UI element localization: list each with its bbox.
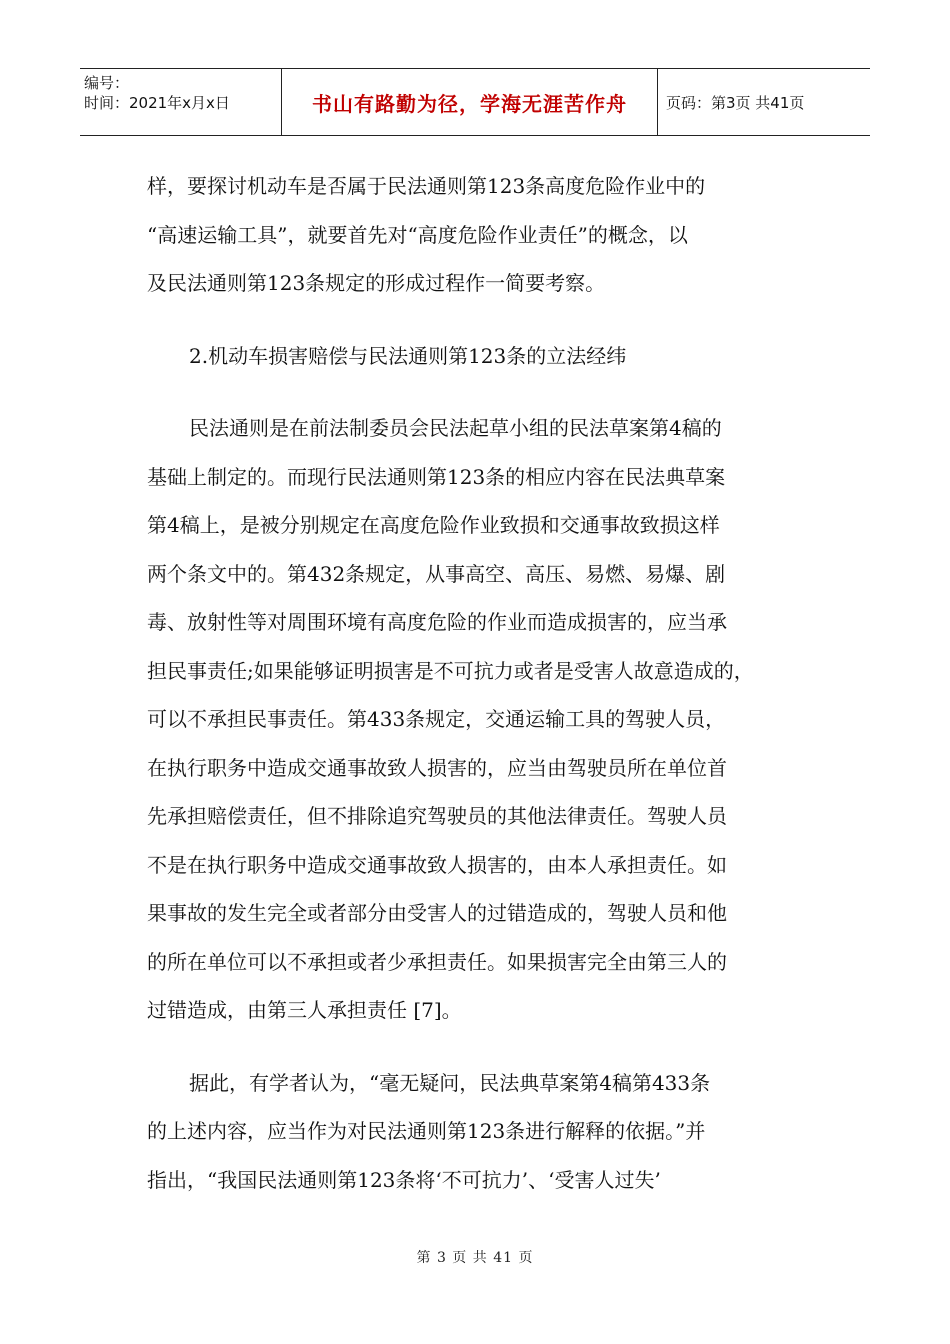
text-line: 两个条文中的。第432条规定，从事高空、高压、易燃、易爆、剧 bbox=[147, 561, 726, 586]
text-line: 可以不承担民事责任。第433条规定，交通运输工具的驾驶人员， bbox=[147, 707, 726, 731]
text-line: 指出，“我国民法通则第123条将‘不可抗力’、‘受害人过失’ bbox=[147, 1167, 661, 1192]
paragraph-draft-history bbox=[147, 404, 807, 1035]
paragraph-continuation bbox=[147, 162, 807, 308]
heading-line: 2.机动车损害赔偿与民法通则第123条的立法经纬 bbox=[189, 343, 627, 368]
text-line: 果事故的发生完全或者部分由受害人的过错造成的，驾驶人员和他 bbox=[147, 901, 727, 925]
text-line: 先承担赔偿责任，但不排除追究驾驶员的其他法律责任。驾驶人员 bbox=[147, 804, 727, 828]
text-line: 不是在执行职务中造成交通事故致人损害的，由本人承担责任。如 bbox=[147, 852, 727, 877]
text-line: 据此，有学者认为，“毫无疑问，民法典草案第4稿第433条 bbox=[189, 1070, 711, 1095]
header-meta bbox=[80, 69, 282, 135]
text-line: “高速运输工具”，就要首先对“高度危险作业责任”的概念，以 bbox=[147, 222, 688, 247]
text-line: 担民事责任;如果能够证明损害是不可抗力或者是受害人故意造成的， bbox=[147, 658, 754, 683]
document-time-label: 时间：2021年x月x日 bbox=[84, 94, 230, 112]
text-line: 的所在单位可以不承担或者少承担责任。如果损害完全由第三人的 bbox=[147, 949, 727, 974]
header-page-info: 页码：第3页 共41页 bbox=[666, 93, 805, 112]
header-motto: 书山有路勤为径，学海无涯苦作舟 bbox=[282, 69, 658, 135]
document-body bbox=[147, 162, 807, 1204]
text-line: 第4稿上，是被分别规定在高度危险作业致损和交通事故致损这样 bbox=[147, 513, 720, 537]
page-header bbox=[80, 68, 870, 136]
text-line: 样，要探讨机动车是否属于民法通则第123条高度危险作业中的 bbox=[147, 174, 706, 198]
document-number-label: 编号： bbox=[84, 74, 130, 92]
text-line: 及民法通则第123条规定的形成过程作一简要考察。 bbox=[147, 271, 606, 295]
text-line: 在执行职务中造成交通事故致人损害的，应当由驾驶员所在单位首 bbox=[147, 755, 727, 780]
paragraph-scholar-view bbox=[147, 1059, 807, 1205]
text-line: 过错造成，由第三人承担责任 [7]。 bbox=[147, 998, 462, 1022]
text-line: 基础上制定的。而现行民法通则第123条的相应内容在民法典草案 bbox=[147, 464, 726, 489]
section-heading bbox=[147, 332, 807, 381]
text-line: 民法通则是在前法制委员会民法起草小组的民法草案第4稿的 bbox=[189, 416, 722, 440]
page-footer: 第 3 页 共 41 页 bbox=[416, 1250, 534, 1266]
text-line: 的上述内容，应当作为对民法通则第123条进行解释的依据。”并 bbox=[147, 1119, 706, 1143]
text-line: 毒、放射性等对周围环境有高度危险的作业而造成损害的，应当承 bbox=[147, 610, 727, 634]
